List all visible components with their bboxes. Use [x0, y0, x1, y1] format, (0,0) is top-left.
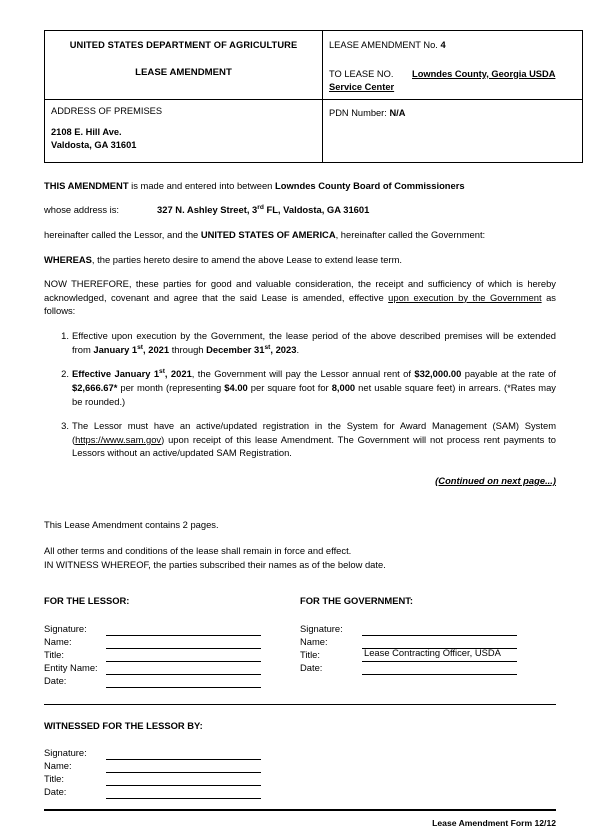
witness-signature-label: Signature: — [44, 746, 87, 758]
term2-square-feet: 8,000 — [331, 381, 356, 393]
term-item-2 — [72, 367, 556, 408]
witness-signature-field[interactable] — [106, 748, 261, 760]
document-title: LEASE AMENDMENT — [135, 66, 232, 78]
term1-date-end-year: , 2023 — [270, 343, 297, 355]
lease-amendment-label: LEASE AMENDMENT — [329, 40, 421, 50]
header-row-1 — [45, 31, 583, 100]
term1-end: . — [296, 343, 300, 355]
document-sheet — [44, 30, 556, 829]
lessor-title-field[interactable] — [106, 650, 261, 662]
premises-address-line1: 2108 E. Hill Ave. — [51, 127, 122, 138]
witness-title-field[interactable] — [106, 774, 261, 786]
lessor-date-row — [44, 675, 300, 688]
witness-date-row — [44, 786, 300, 799]
whereas-label: WHEREAS — [44, 253, 92, 265]
lease-amendment-number: 4 — [440, 40, 446, 50]
paragraph-whereas — [44, 253, 556, 267]
witness-date-label: Date: — [44, 785, 67, 797]
term3-text-1: The Lessor must have an active/updated registration in the System for Award Management (SAM) System ( — [72, 420, 556, 445]
to-lease-no-label: TO LEASE NO. — [329, 68, 394, 79]
lessor-signature-label: Signature: — [44, 623, 87, 635]
pdn-value: N/A — [389, 107, 406, 118]
term2-monthly-rent: $2,666.67* — [72, 381, 118, 393]
hereinafter-usa: UNITED STATES OF AMERICA — [200, 228, 336, 240]
term1-date-end-sup: st — [264, 343, 271, 351]
premises-address-line2: Valdosta, GA 31601 — [51, 139, 137, 150]
government-signature-block — [300, 594, 556, 689]
form-footer: Lease Amendment Form 12/12 — [432, 817, 556, 828]
lessor-heading: FOR THE LESSOR: — [44, 594, 130, 606]
witness-name-label: Name: — [44, 759, 72, 771]
government-title-field[interactable] — [362, 647, 517, 662]
divider-above-witness — [44, 704, 556, 705]
header-cell-address — [45, 99, 323, 162]
lessor-entity-label: Entity Name: — [44, 662, 98, 674]
lessor-signature-field[interactable] — [106, 624, 261, 636]
intro-party: Lowndes County Board of Commissioners — [275, 179, 465, 191]
witness-heading: WITNESSED FOR THE LESSOR BY: — [44, 720, 203, 732]
pages-note: This Lease Amendment contains 2 pages. — [44, 518, 219, 530]
lease-amendment-no-word: No. — [423, 40, 438, 50]
term2-text-4: per square foot for — [247, 381, 332, 393]
paragraph-hereinafter — [44, 228, 556, 242]
witness-title-label: Title: — [44, 772, 64, 784]
now-therefore-end: as follows: — [44, 291, 556, 317]
witness-name-field[interactable] — [106, 761, 261, 773]
closing-line-2: IN WITNESS WHEREOF, the parties subscribed their names as of the below date. — [44, 558, 386, 570]
lease-amendment-number-line — [329, 36, 576, 52]
whose-address-label: whose address is: — [44, 204, 120, 216]
continued-note: (Continued on next page...) — [435, 475, 556, 487]
term3-text-2: ) upon receipt of this lease Amendment. The Government will not process rent payments to Lessors without an active/updated SAM Registration. — [72, 433, 556, 459]
term2-text-1: , the Government will pay the Lessor annual rent of — [191, 368, 415, 380]
header-cell-agency — [45, 31, 323, 100]
whose-address-value: 327 N. Ashley Street, 3 — [157, 204, 258, 216]
sam-gov-link[interactable]: https://www.sam.gov — [75, 433, 162, 445]
lessor-title-label: Title: — [44, 649, 64, 661]
document-body — [44, 179, 556, 829]
term2-effective-date: Effective January 1 — [72, 368, 160, 380]
term2-annual-rent: $32,000.00 — [414, 368, 462, 380]
hereinafter-text-1: hereinafter called the Lessor, and the — [44, 228, 201, 240]
term1-date-start: January 1 — [93, 343, 138, 355]
term1-date-end: December 31 — [206, 343, 265, 355]
pdn-label: PDN Number: — [329, 107, 387, 118]
term1-date-start-year: , 2021 — [143, 343, 170, 355]
now-therefore-underlined: upon execution by the Government — [388, 291, 542, 303]
government-heading: FOR THE GOVERNMENT: — [300, 594, 414, 606]
header-cell-lease-no — [323, 31, 583, 100]
lessor-name-label: Name: — [44, 636, 72, 648]
header-row-2 — [45, 99, 583, 162]
government-date-label: Date: — [300, 662, 323, 674]
term1-text-1: Effective upon execution by the Government, the lease period of the above described premises will be extended from — [72, 330, 556, 355]
whose-address-value2: FL, Valdosta, GA 31601 — [263, 204, 370, 216]
to-lease-no-row — [329, 68, 576, 94]
lessor-entity-field[interactable] — [106, 663, 261, 675]
term2-effective-date-year: , 2021 — [164, 368, 192, 380]
closing-line-1: All other terms and conditions of the lease shall remain in force and effect. — [44, 545, 352, 557]
government-signature-label: Signature: — [300, 623, 343, 635]
lessor-name-field[interactable] — [106, 637, 261, 649]
agency-name: UNITED STATES DEPARTMENT OF AGRICULTURE — [69, 40, 298, 50]
government-title-label: Title: — [300, 649, 320, 661]
amendment-terms-list — [44, 329, 556, 460]
term2-text-5: net usable square feet) in arrears. (*Rates may be rounded.) — [72, 381, 556, 407]
term2-rate-per-sqft: $4.00 — [224, 381, 248, 393]
government-date-field[interactable] — [362, 663, 517, 675]
paragraph-closing — [44, 544, 556, 571]
pdn-row — [329, 105, 576, 120]
paragraph-intro — [44, 179, 556, 193]
lessor-signature-block — [44, 594, 300, 689]
term-item-3 — [72, 419, 556, 460]
header-table — [44, 30, 583, 163]
intro-prefix: THIS AMENDMENT — [44, 179, 129, 191]
witness-signature-block — [44, 747, 300, 799]
address-of-premises-label: ADDRESS OF PREMISES — [51, 105, 163, 116]
header-cell-pdn — [323, 99, 583, 162]
hereinafter-text-end: , hereinafter called the Government: — [335, 228, 486, 240]
now-therefore-text: NOW THEREFORE, these parties for good and valuable consideration, the receipt and sufficiency of which is hereby acknowledged, covenant and agree that the said Lease is amended, effective — [44, 278, 556, 303]
whose-address-sup: rd — [257, 204, 264, 212]
government-title-value: Lease Contracting Officer, USDA — [364, 647, 501, 659]
signature-section — [44, 594, 556, 689]
term1-mid: through — [169, 343, 207, 355]
lessor-date-field[interactable] — [106, 676, 261, 688]
to-lease-no-value-line1: Lowndes County, Georgia USDA — [412, 68, 556, 79]
witness-date-field[interactable] — [106, 787, 261, 799]
to-lease-no-value-line2: Service Center — [329, 82, 395, 93]
term2-text-3: per month (representing — [117, 381, 225, 393]
government-date-row — [300, 662, 556, 675]
term2-effective-date-sup: st — [159, 368, 165, 376]
term-item-1 — [72, 329, 556, 356]
term2-text-2: payable at the rate of — [461, 368, 556, 380]
divider-footer — [44, 809, 556, 811]
intro-mid: is made and entered into between — [128, 179, 275, 191]
lessor-date-label: Date: — [44, 675, 67, 687]
paragraph-now-therefore — [44, 277, 556, 318]
government-name-label: Name: — [300, 636, 328, 648]
government-signature-field[interactable] — [362, 624, 517, 636]
whereas-text: , the parties hereto desire to amend the above Lease to extend lease term. — [91, 253, 403, 265]
term1-date-start-sup: st — [137, 343, 144, 351]
paragraph-whose-address — [44, 203, 556, 217]
